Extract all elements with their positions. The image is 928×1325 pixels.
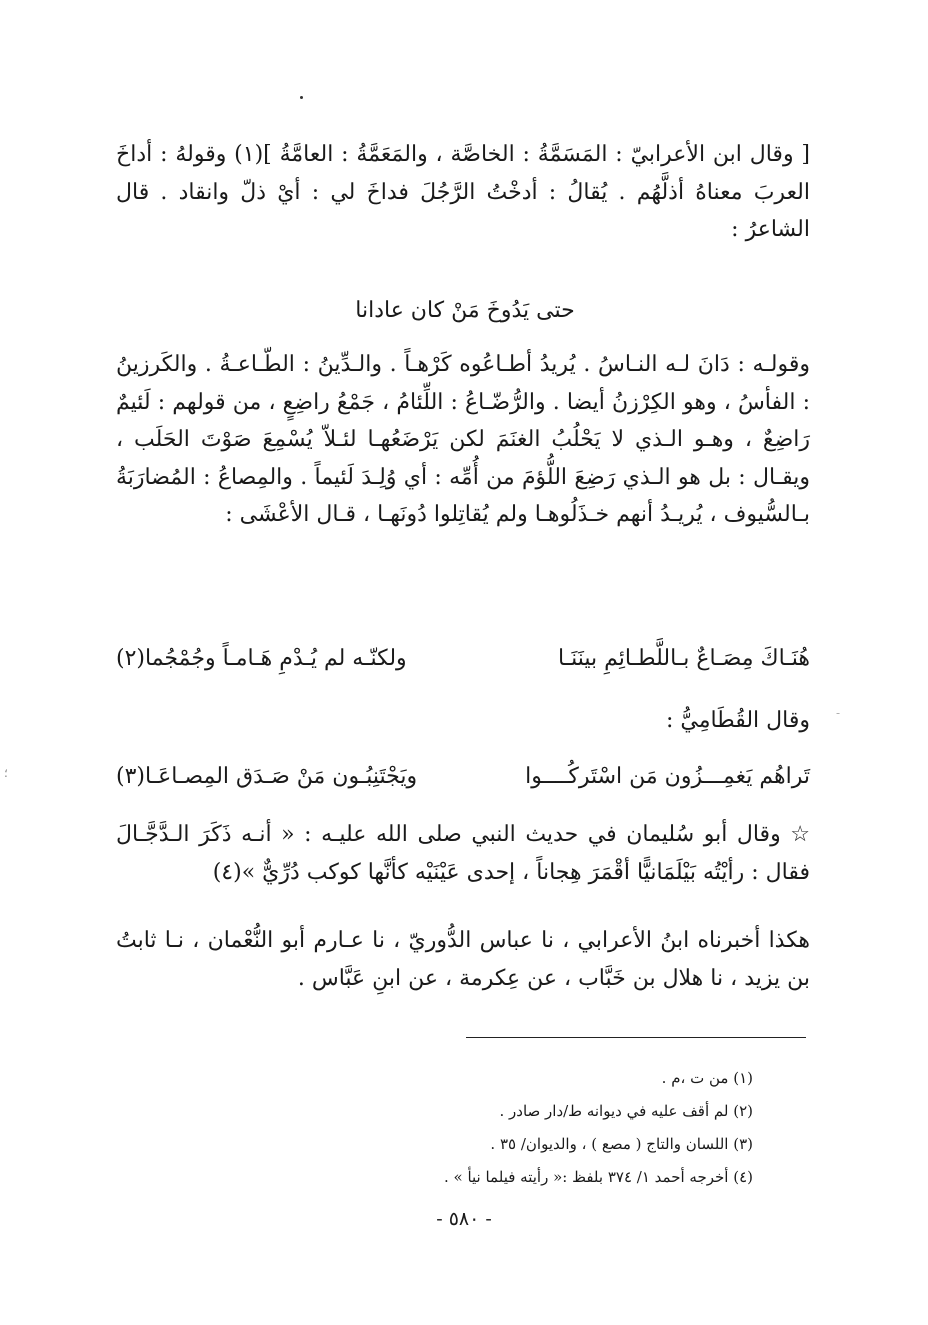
verse-hemistich-right: هُنَـاكَ مِصَـاعٌ بـاللَّطـائِمِ بينَنَـا — [557, 646, 810, 671]
footnote-separator — [466, 1037, 806, 1038]
paragraph-ibn-al-arabi: [ وقال ابن الأعرابيّ : المَسَمَّةُ : الخاصَّة ، والمَعَمَّةُ : العامَّةُ ](١) وقولهُ : أداخَ العربَ معناهُ أذلَّهُم . يُقالُ : أدخْتُ الرَّجُلَ فداخَ لي : أيْ ذلّ وانقاد . قال الشاعرُ : — [116, 142, 810, 242]
footnote-4: (٤) أخرجه أحمد ١/ ٣٧٤ بلفظ :« رأيته فيلما نيأ » . — [443, 1168, 753, 1186]
top-dot-mark — [300, 96, 303, 99]
paragraph-dan-lahu: وقولـه : دَانَ لـه النـاسُ . يُريدُ أطـاعُوه كَرْهـاً . والـدِّينُ : الطّـاعـةُ . والكَرزينُ : الفأسُ ، وهو الكِرْزنُ أيضا . والرُّضّـاعُ : اللِّئامُ ، جَمْعُ راضِعٍ ، من قولهم : لَئيمٌ رَاضِعٌ ، وهـو الـذي لا يَحْلُبُ الغنَمَ لكن يَرْضَعُهـا لئـلاّ يُسْمِعَ صَوْتَ الحَلَب ، ويقـال : بل هو الـذي رَضِعَ اللُّؤمَ من أُمِّه : أي وُلِـدَ لَئيماً . والمِصاعُ : المُضارَبَةُ بـالسُّيوف ، يُريـدُ أنهم خـذَلُوهـا ولم يُقاتِلوا دُونَهـا ، قـال الأعْشَى : — [116, 352, 810, 527]
margin-mark-right: - — [836, 706, 841, 720]
paragraph-abu-sulayman: ☆ وقال أبو سُليمان في حديث النبي صلى الله عليـه : « أنـه ذَكَرَ الـدَّجَّـالَ فقال : رأيْتُه بَيْلَمَانيًّا أقْمَرَ هِجاناً ، إحدى عَيْنَيْه كأنَّها كوكب دُرِّيٌّ »(٤) — [116, 822, 810, 885]
verse-qutami — [116, 758, 810, 795]
footnotes-list — [193, 1062, 753, 1194]
footnote-1: (١) من ت ،م . — [661, 1069, 753, 1087]
footnote-2: (٢) لم أقف عليه في ديوانه ط/دار صادر . — [499, 1102, 753, 1120]
verse-hatta-yaduukh: حتى يَدُوخَ مَنْ كان عادانا — [355, 298, 575, 323]
verse-hemistich-left: ولكنّـه لم يُـدْمِ هَـامـاً وجُمْجُما(٢) — [116, 646, 407, 671]
margin-mark-left: ؛ — [4, 766, 8, 780]
page-number: - ٥٨٠ - — [436, 1208, 492, 1230]
verse-al-asha — [116, 640, 810, 677]
verse-hemistich-left: ويَجْتَنِبُـون مَنْ صَـدَق المِصـاعَـا(٣) — [116, 764, 418, 789]
paragraph-isnad: هكذا أخبرناه ابنُ الأعرابي ، نا عباس الدُّوريّ ، نا عـارم أبو النُّعْمان ، نـا ثابتُ بن يزيد ، نا هلال بن خَبَّاب ، عن عِكرمة ، عن ابنِ عَبَّاس . — [116, 928, 810, 991]
footnote-3: (٣) اللسان والتاج ( مصع ) ، والديوان/ ٣٥ . — [490, 1135, 753, 1153]
verse-hemistich-right: تَراهُم يَغمِـــزُون مَن اسْتَركُــــوا — [525, 764, 810, 789]
label-qutami: وقال القُطَامِيُّ : — [665, 708, 810, 733]
